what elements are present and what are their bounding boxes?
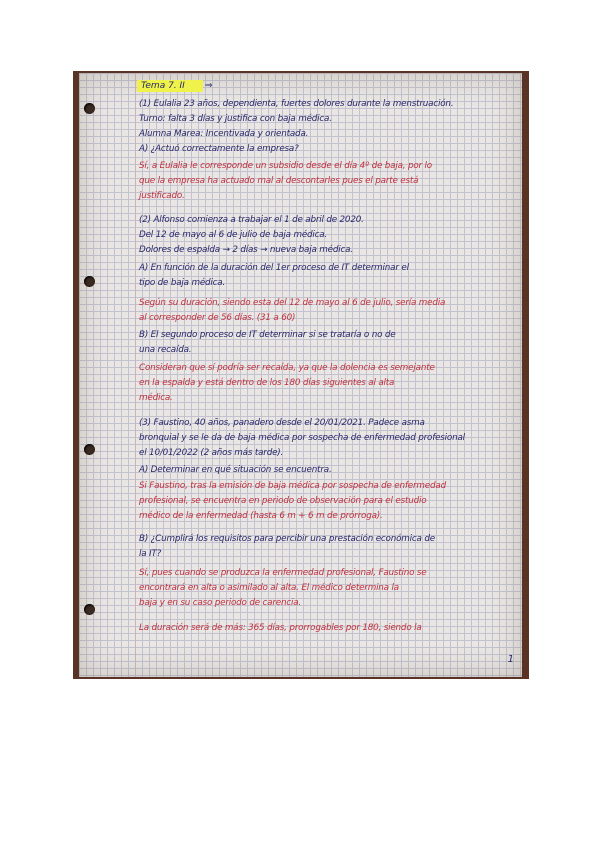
note-line: B) ¿Cumplirá los requisitos para percibir una prestación económica de [139, 534, 435, 544]
note-line: que la empresa ha actuado mal al descontarles pues el parte está [139, 176, 419, 186]
note-line: médica. [139, 393, 173, 403]
note-line: la IT? [139, 549, 162, 559]
topic-header [137, 73, 212, 92]
note-line: B) El segundo proceso de IT determinar si se trataría o no de [139, 330, 396, 340]
note-line: baja y en su caso periodo de carencia. [139, 598, 302, 608]
note-line: médico de la enfermedad (hasta 6 m + 6 m de prórroga). [139, 511, 383, 521]
note-line: (2) Alfonso comienza a trabajar el 1 de abril de 2020. [139, 215, 364, 225]
note-line: justificado. [139, 191, 185, 201]
note-line: el 10/01/2022 (2 años más tarde). [139, 448, 284, 458]
binder-hole [84, 276, 95, 287]
note-line: tipo de baja médica. [139, 278, 226, 288]
note-line: en la espalda y está dentro de los 180 días siguientes al alta [139, 378, 395, 388]
note-line: Si Faustino, tras la emisión de baja médica por sospecha de enfermedad [139, 481, 446, 491]
note-line: al corresponder de 56 días. (31 a 60) [139, 313, 296, 323]
note-line: Alumna Marea: Incentivada y orientada. [139, 129, 309, 139]
note-line: una recaída. [139, 345, 192, 355]
note-line: (1) Eulalia 23 años, dependienta, fuertes dolores durante la menstruación. [139, 99, 454, 109]
note-line: bronquial y se le da de baja médica por sospecha de enfermedad profesional [139, 433, 465, 443]
note-line: profesional, se encuentra en periodo de observación para el estudio [139, 496, 427, 506]
arrow-right-icon: ⇒ [204, 81, 213, 91]
note-line: Según su duración, siendo esta del 12 de mayo al 6 de julio, sería media [139, 298, 446, 308]
notebook-page [79, 73, 522, 677]
note-line: A) ¿Actuó correctamente la empresa? [139, 144, 299, 154]
handwritten-text [139, 98, 517, 668]
note-line: La duración será de más: 365 días, prorrogables por 180, siendo la [139, 623, 422, 633]
note-line: Turno: falta 3 días y justifica con baja médica. [139, 114, 332, 124]
note-line: A) Determinar en qué situación se encuentra. [139, 465, 332, 475]
binder-hole [84, 444, 95, 455]
binder-hole [84, 103, 95, 114]
note-line: (3) Faustino, 40 años, panadero desde el 20/01/2021. Padece asma [139, 418, 425, 428]
note-line: A) En función de la duración del 1er proceso de IT determinar el [139, 263, 409, 273]
note-line: Sí, pues cuando se produzca la enfermedad profesional, Faustino se [139, 568, 427, 578]
topic-tab-label: Tema 7. II [137, 80, 203, 92]
note-line: encontrará en alta o asimilado al alta. El médico determina la [139, 583, 399, 593]
page-number: 1 [507, 654, 514, 665]
notebook-photo [73, 71, 529, 679]
binder-hole [84, 604, 95, 615]
note-line: Del 12 de mayo al 6 de julio de baja médica. [139, 230, 328, 240]
note-line: Dolores de espalda → 2 días → nueva baja médica. [139, 245, 353, 255]
note-line: Sí, a Eulalia le corresponde un subsidio desde el día 4º de baja, por lo [139, 161, 432, 171]
margin-line [135, 73, 136, 677]
note-line: Consideran que sí podría ser recaída, ya que la dolencia es semejante [139, 363, 435, 373]
